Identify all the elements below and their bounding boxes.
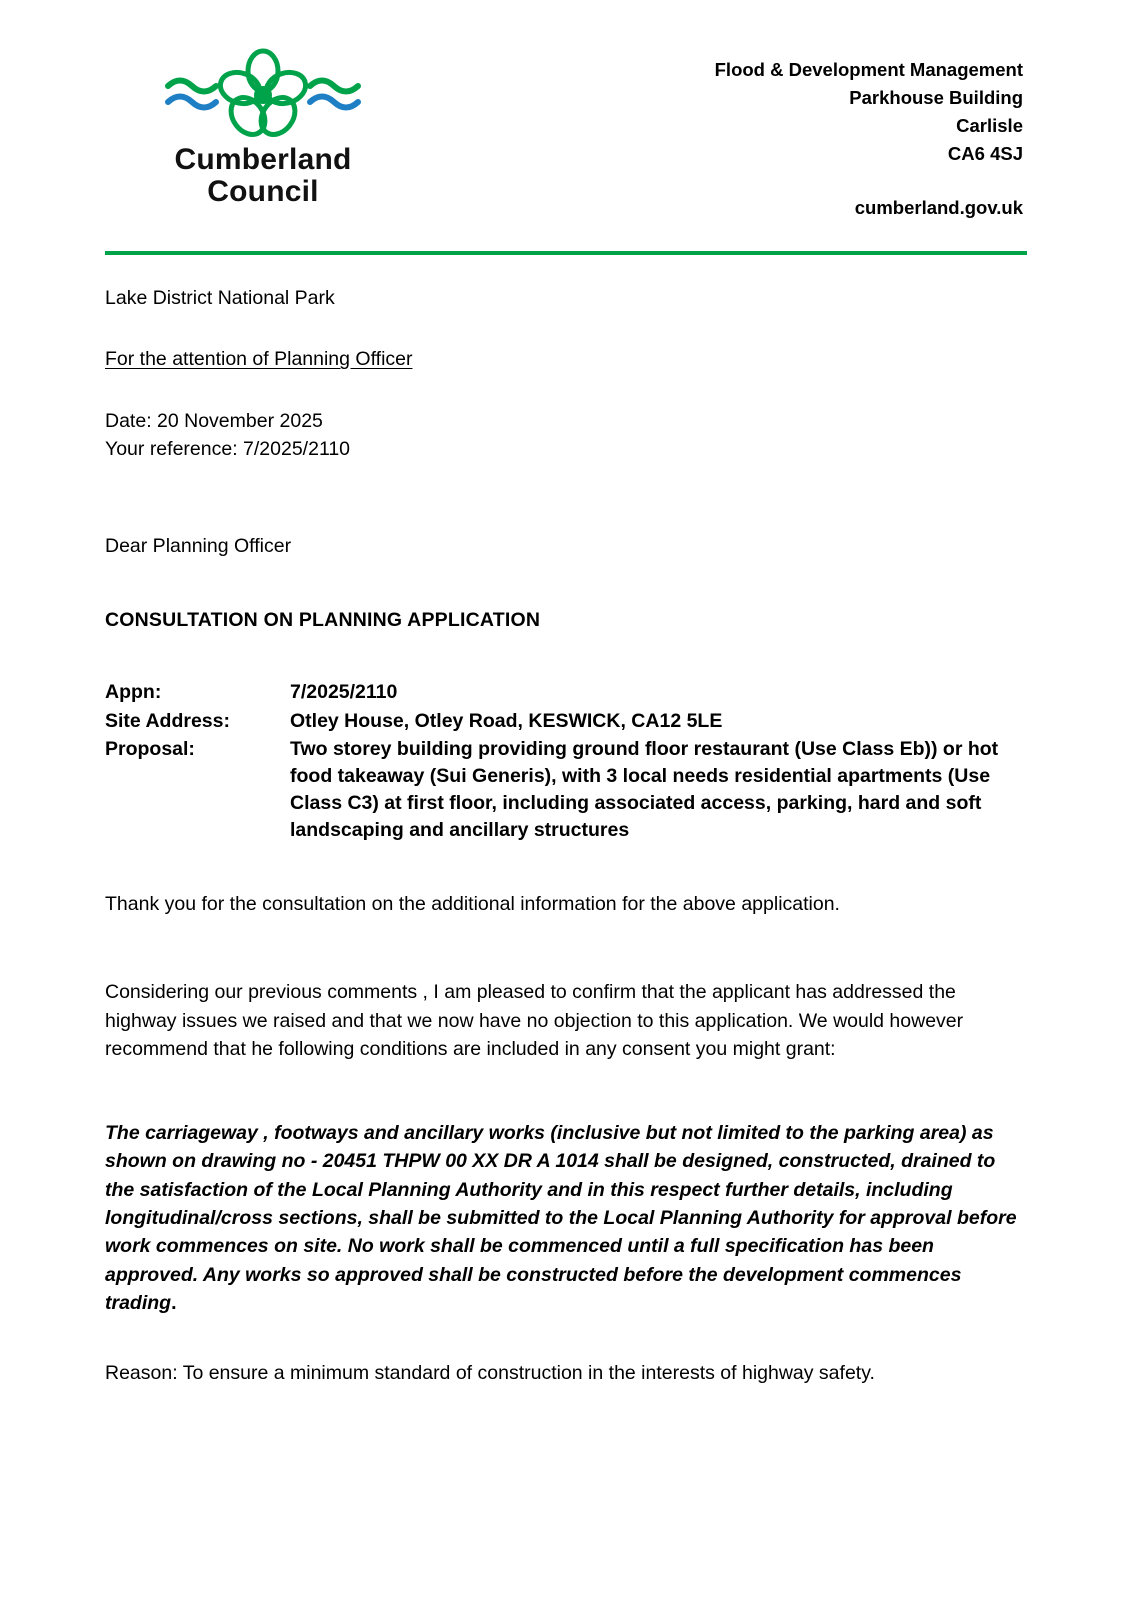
- salutation: Dear Planning Officer: [105, 535, 292, 558]
- letter-body: [105, 255, 1027, 1388]
- appn-label: Appn:: [105, 680, 162, 703]
- council-logo: [105, 48, 413, 208]
- appn-value: 7/2025/2110: [290, 680, 398, 703]
- application-details-table: [105, 679, 1027, 846]
- subject-heading: CONSULTATION ON PLANNING APPLICATION: [105, 608, 541, 631]
- letterhead: [105, 0, 1027, 223]
- logo-line-1: Cumberland: [174, 143, 352, 176]
- address-line-1: Flood & Development Management: [714, 59, 1023, 80]
- reason-paragraph: Reason: To ensure a minimum standard of construction in the interests of highway safety.: [105, 1362, 875, 1385]
- condition-tail: .: [171, 1291, 177, 1314]
- condition-paragraph: [105, 1119, 1027, 1317]
- sender-address: [715, 48, 1027, 223]
- reference-line: Your reference: 7/2025/2110: [105, 437, 351, 460]
- address-line-2: Parkhouse Building: [849, 87, 1023, 109]
- address-line-4: CA6 4SJ: [947, 143, 1023, 165]
- logo-line-2: Council: [207, 174, 319, 208]
- address-line-3: Carlisle: [956, 115, 1023, 137]
- condition-text: The carriageway , footways and ancillary works (inclusive but not limited to the parking area) as shown on drawing no - 20451 THPW 00 XX DR A 1014 shall be designed, constructed, drained to the satisfaction of the Local Planning Authority and in this respect further details, including longitudinal/cross sections, shall be submitted to the Local Planning Authority for approval before work commences on site. No work shall be commenced until a full specification has been approved. Any works so approved shall be constructed before the development commences trading: [105, 1122, 1017, 1314]
- proposal-label: Proposal:: [105, 738, 195, 761]
- proposal-value: Two storey building providing ground floor restaurant (Use Class Eb)) or hot food takeaway (Sui Generis), with 3 local needs residential apartments (Use Class C3) at first floor, including associated access, parking, hard and soft landscaping and ancillary structures: [290, 738, 999, 842]
- flower-waves-logo-icon: [158, 48, 368, 140]
- date-line: Date: 20 November 2025: [105, 409, 323, 432]
- attention-line: For the attention of Planning Officer: [105, 348, 413, 371]
- body-paragraph: Considering our previous comments , I am pleased to confirm that the applicant has addressed the highway issues we raised and that we now have no objection to this application. We would however recommend that he following conditions are included in any consent you might grant:: [105, 981, 964, 1060]
- thanks-paragraph: Thank you for the consultation on the additional information for the above application.: [105, 893, 840, 916]
- table-row: [105, 708, 1027, 737]
- council-logo-text: [174, 144, 351, 208]
- table-row: [105, 679, 1027, 708]
- table-row: [105, 736, 1027, 846]
- website-link[interactable]: cumberland.gov.uk: [854, 197, 1023, 219]
- site-address-label: Site Address:: [105, 709, 230, 732]
- site-address-value: Otley House, Otley Road, KESWICK, CA12 5LE: [290, 709, 723, 732]
- recipient: Lake District National Park: [105, 286, 335, 309]
